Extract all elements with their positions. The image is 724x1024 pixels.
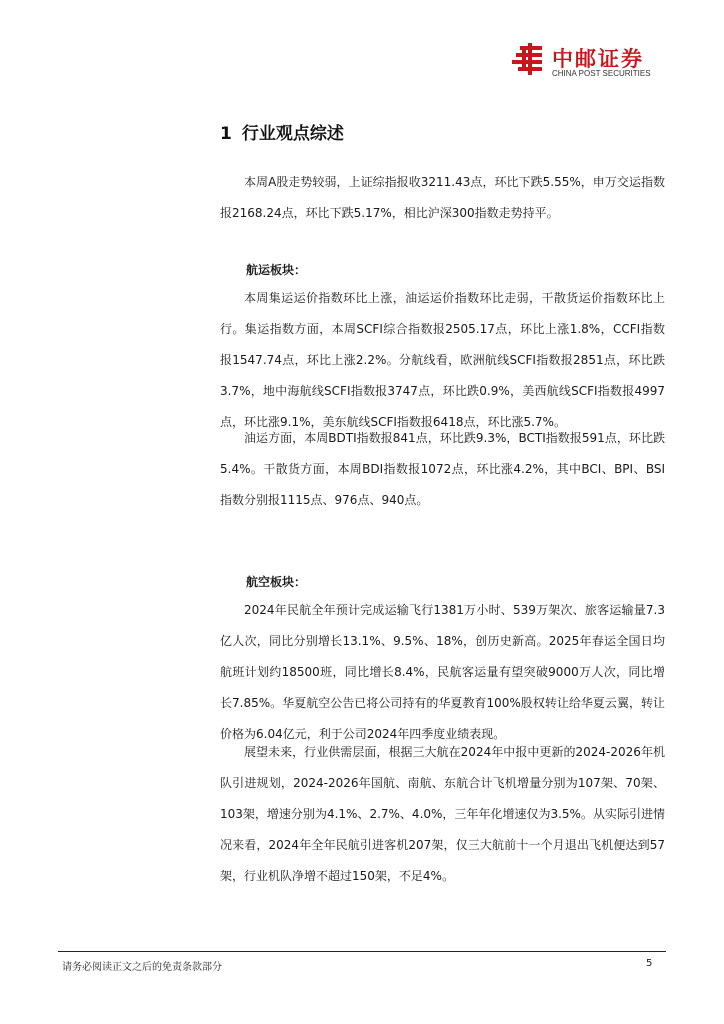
section-number: 1 [220,124,232,144]
shipping-paragraph-1: 本周集运运价指数环比上涨，油运运价指数环比走弱，干散货运价指数环比上行。集运指数方面，本周SCFI综合指数报2505.17点，环比上涨1.8%，CCFI指数报1547.74点，环比上涨2.2%。分航线看，欧洲航线SCFI指数报2851点，环比跌3.7%，地中海航线SCFI指数报3747点，环比跌0.9%，美西航线SCFI指数报4997点，环比涨9.1%，美东航线SCFI指数报6418点，环比涨5.7%。 [220,291,665,429]
intro-paragraph: 本周A股走势较弱，上证综指报收3211.43点，环比下跌5.55%，申万交运指数报2168.24点，环比下跌5.17%，相比沪深300指数走势持平。 [220,175,665,220]
aviation-heading: 航空板块： [246,575,307,589]
logo-chinese-name: 中邮证券 [552,47,644,71]
logo-english-name: CHINA POST SECURITIES [552,69,651,78]
footer-divider [58,951,666,952]
china-post-logo-icon [512,42,544,76]
company-logo [512,42,682,82]
outlook-paragraph: 展望未来，行业供需层面，根据三大航在2024年中报中更新的2024-2026年机队引进规划，2024-2026年国航、南航、东航合计飞机增量分别为107架、70架、103架，增速分别为4.1%、2.7%、4.0%，三年年化增速仅为3.5%。从实际引进情况来看，2024年全年民航引进客机207架，仅三大航前十一个月退出飞机便达到57架，行业机队净增不超过150架，不足4%。 [220,745,665,883]
section-title-text: 行业观点综述 [241,124,344,144]
shipping-heading: 航运板块： [246,263,307,277]
shipping-paragraph-2: 油运方面，本周BDTI指数报841点，环比跌9.3%，BCTI指数报591点，环比跌5.4%。干散货方面，本周BDI指数报1072点，环比涨4.2%，其中BCI、BPI、BSI指数分别报1115点、976点、940点。 [220,431,665,507]
page-number: 5 [646,958,653,969]
section-title [220,119,344,144]
footer-disclaimer: 请务必阅读正文之后的免责条款部分 [62,962,222,973]
aviation-paragraph: 2024年民航全年预计完成运输飞行1381万小时、539万架次、旅客运输量7.3亿人次，同比分别增长13.1%、9.5%、18%，创历史新高。2025年春运全国日均航班计划约18500班，同比增长8.4%，民航客运量有望突破9000万人次，同比增长7.85%。华夏航空公告已将公司持有的华夏教育100%股权转让给华夏云翼，转让价格为6.04亿元，利于公司2024年四季度业绩表现。 [220,603,665,741]
